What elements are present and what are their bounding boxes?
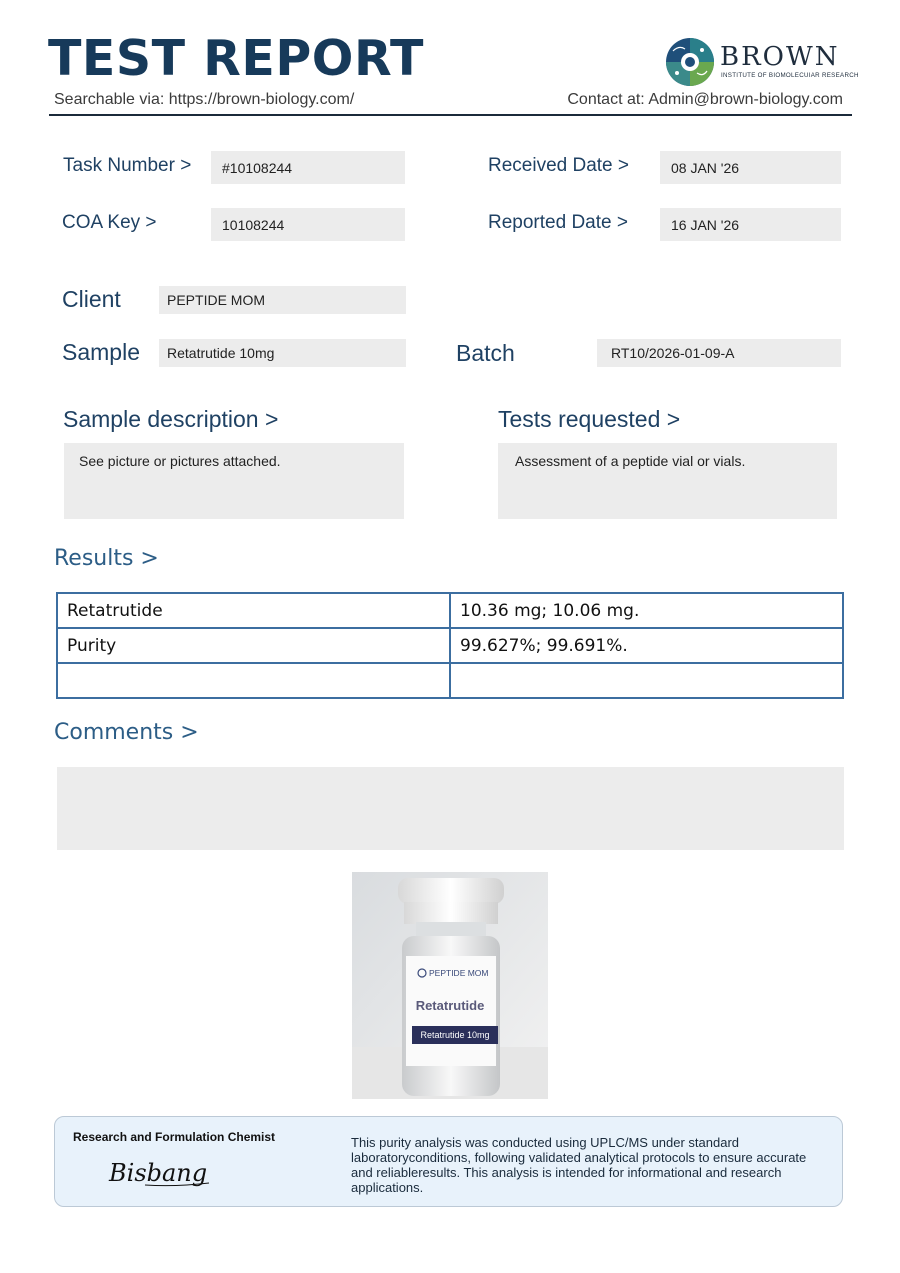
chemist-role: Research and Formulation Chemist — [73, 1130, 276, 1144]
received-date-label: Received Date > — [488, 155, 629, 176]
logo-subtitle: INSTITUTE OF BIOMOLECUIAR RESEARCH — [721, 72, 859, 79]
results-table — [56, 592, 844, 699]
signature-text: Bisbang — [109, 1159, 208, 1187]
result-analyte — [57, 663, 450, 698]
comments-heading: Comments > — [54, 720, 199, 745]
client-value: PEPTIDE MOM — [159, 286, 406, 314]
chemist-signature — [105, 1153, 215, 1191]
purity-disclaimer: This purity analysis was conducted using UPLC/MS under standard laboratoryconditions, following validated analytical protocols to ensure accurate and reliableresults. This analysis is intended for informational and research applications. — [351, 1135, 807, 1195]
coa-key-value: 10108244 — [211, 208, 405, 241]
batch-label: Batch — [456, 340, 515, 366]
result-value: 99.627%; 99.691%. — [450, 628, 843, 663]
tests-requested-box: Assessment of a peptide vial or vials. — [498, 443, 837, 519]
sample-value: Retatrutide 10mg — [159, 339, 406, 367]
vial-brand: PEPTIDE MOM — [429, 968, 489, 978]
contact-email: Contact at: Admin@brown-biology.com — [567, 91, 843, 108]
comments-box — [57, 767, 844, 850]
header-divider — [49, 114, 852, 116]
table-row — [57, 628, 843, 663]
reported-date-value: 16 JAN '26 — [660, 208, 841, 241]
client-label: Client — [62, 286, 121, 312]
vial-product-name: Retatrutide — [415, 998, 485, 1013]
reported-date-label: Reported Date > — [488, 212, 628, 233]
results-heading: Results > — [54, 546, 159, 571]
task-number-label: Task Number > — [63, 155, 192, 176]
result-value: 10.36 mg; 10.06 mg. — [450, 593, 843, 628]
sample-label: Sample — [62, 339, 140, 365]
result-value — [450, 663, 843, 698]
batch-value: RT10/2026-01-09-A — [597, 339, 841, 367]
result-analyte: Retatrutide — [57, 593, 450, 628]
table-row — [57, 593, 843, 628]
vial-label: Retatrutide 10mg — [420, 1030, 490, 1040]
page-title: TEST REPORT — [48, 30, 424, 87]
tests-requested-label: Tests requested > — [498, 406, 681, 432]
task-number-value: #10108244 — [211, 151, 405, 184]
brown-logo-icon — [665, 37, 715, 87]
table-row — [57, 663, 843, 698]
received-date-value: 08 JAN '26 — [660, 151, 841, 184]
result-analyte: Purity — [57, 628, 450, 663]
sample-description-box: See picture or pictures attached. — [64, 443, 404, 519]
sample-description-label: Sample description > — [63, 406, 279, 432]
searchable-url: Searchable via: https://brown-biology.com/ — [54, 91, 355, 108]
logo-name: BROWN — [720, 42, 840, 72]
coa-key-label: COA Key > — [62, 212, 157, 233]
signature-footer — [54, 1116, 843, 1207]
product-vial-photo — [352, 872, 548, 1099]
